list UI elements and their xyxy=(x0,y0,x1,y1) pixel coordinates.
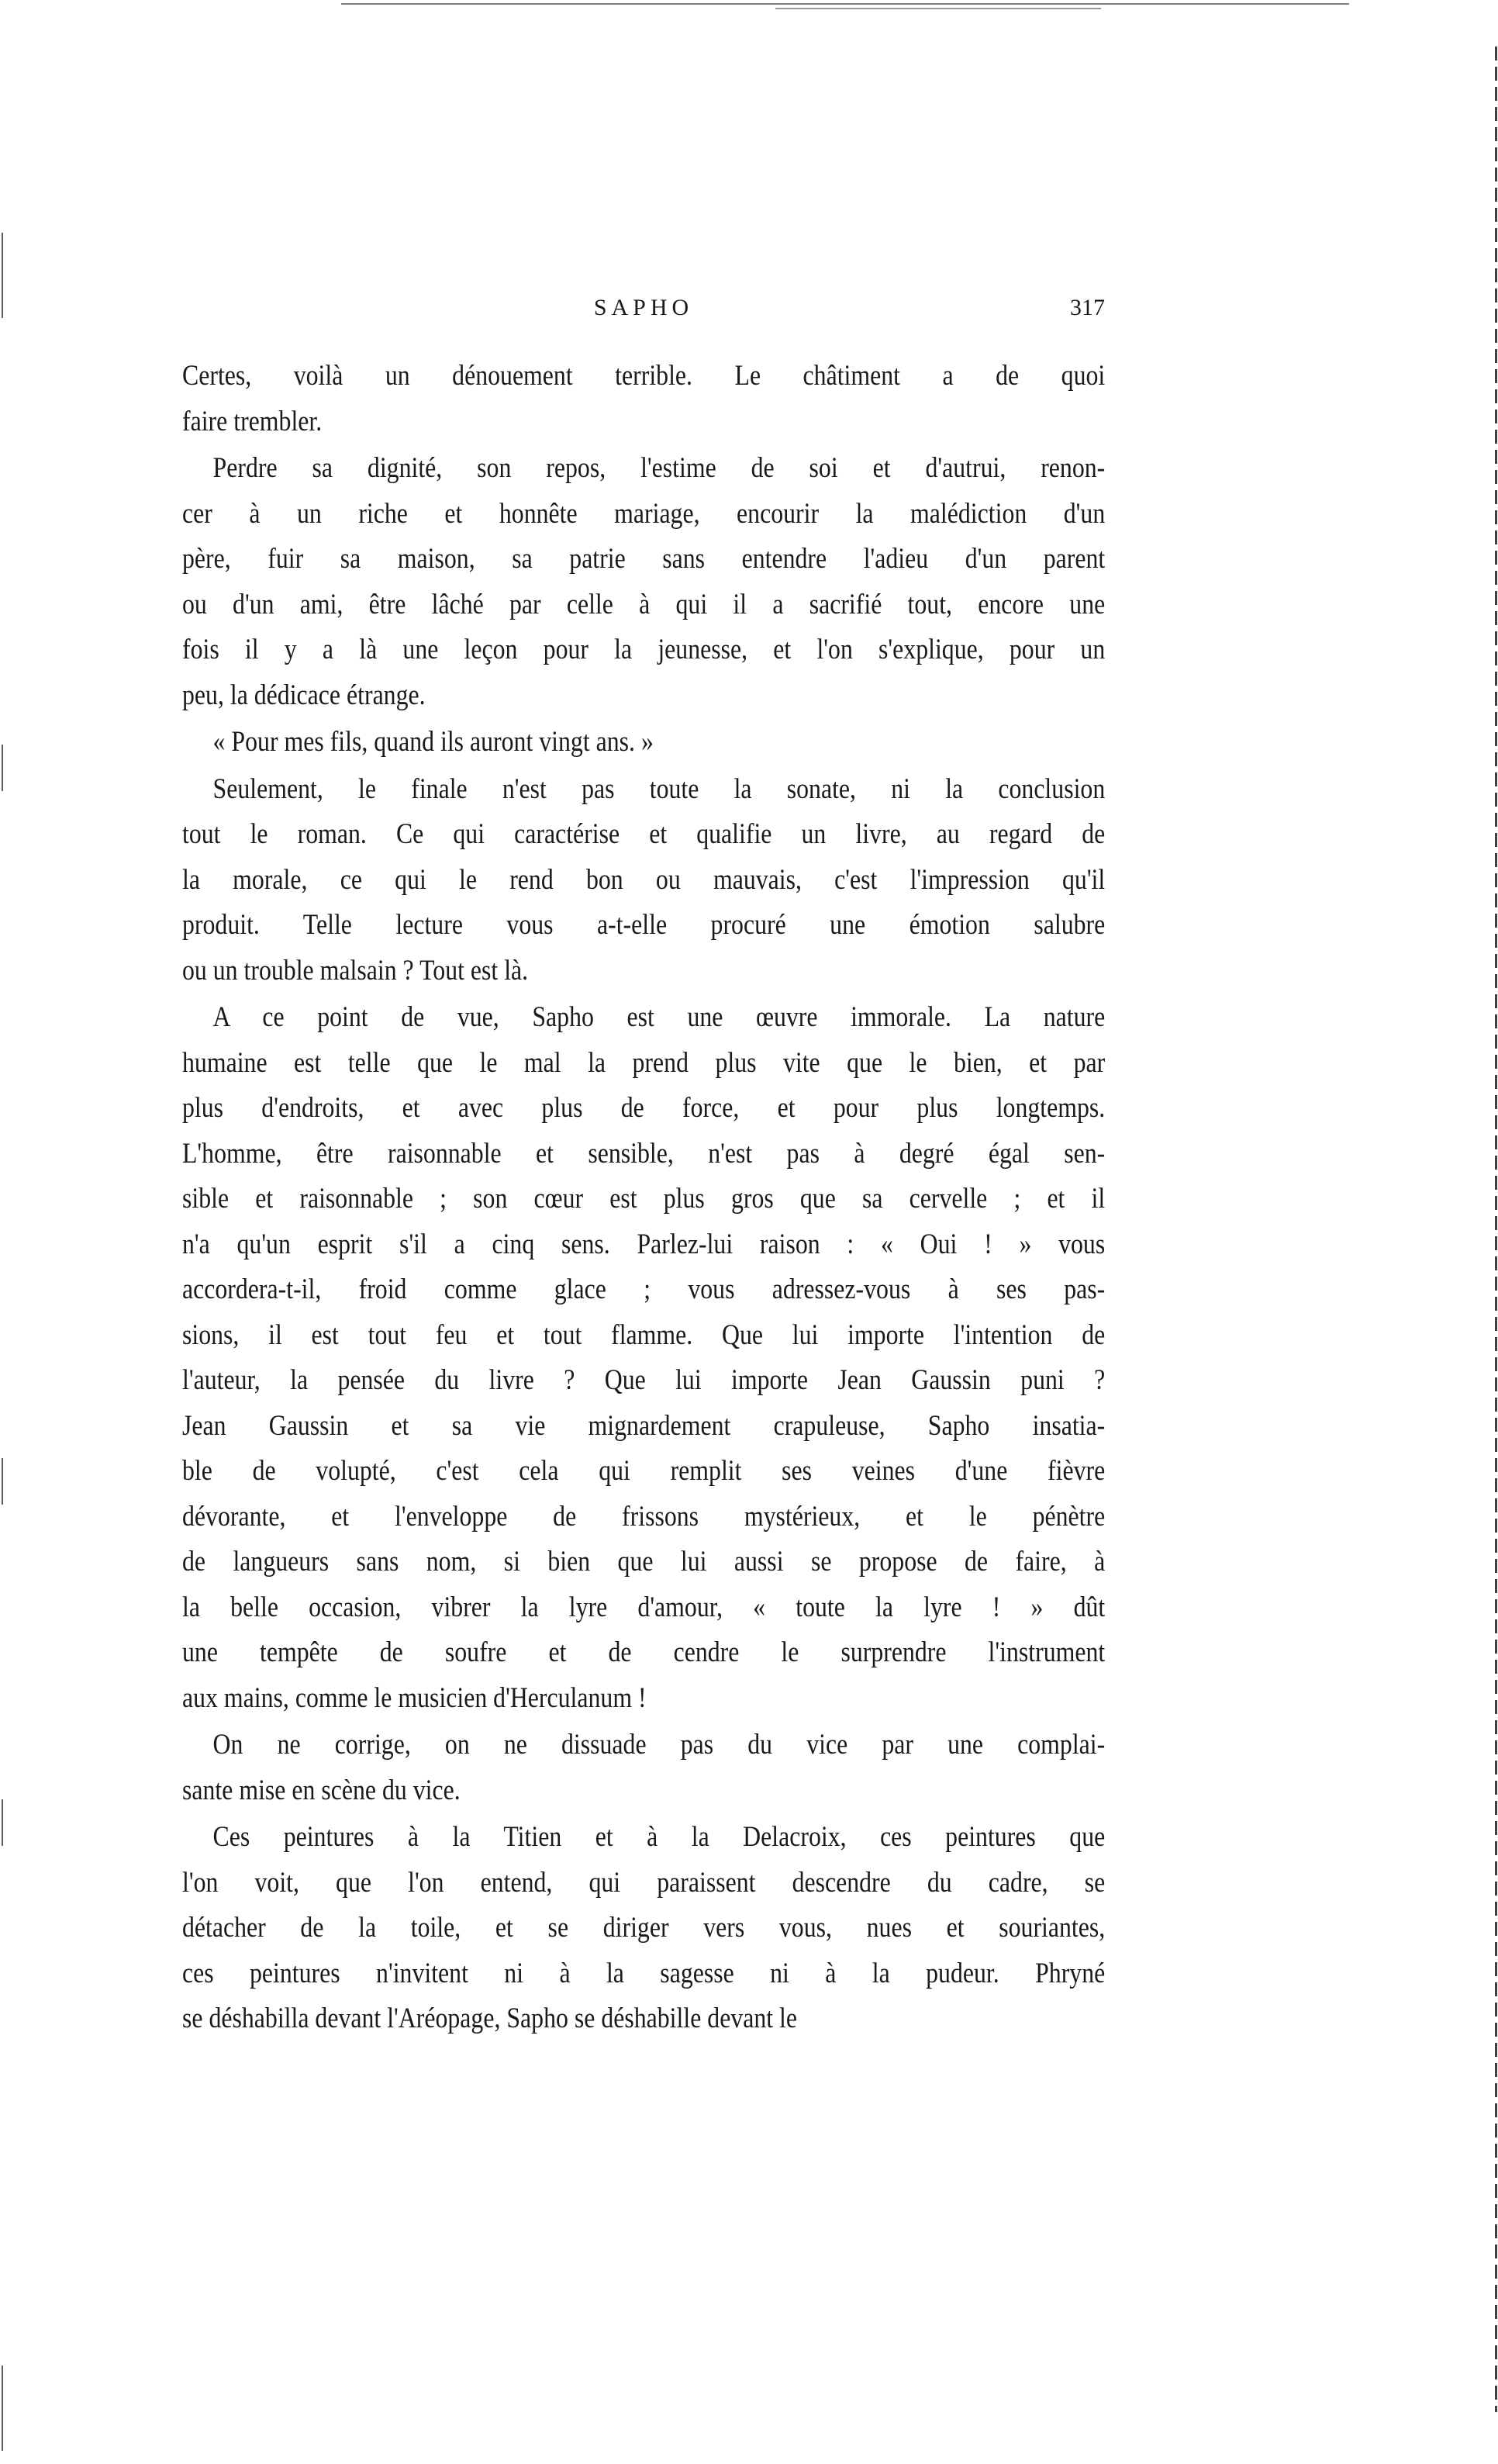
text-line: la morale, ce qui le rend bon ou mauvais, c'est l'impression qu'il xyxy=(182,863,1106,896)
scan-edge-artifact-left xyxy=(2,1799,3,1846)
text-line: humaine est telle que le mal la prend plus vite que le bien, et par xyxy=(182,1046,1106,1079)
page-body xyxy=(182,354,1105,2042)
scan-edge-artifact-left xyxy=(2,233,3,318)
text-line: se déshabilla devant l'Aréopage, Sapho se déshabille devant le xyxy=(182,2003,798,2034)
paragraph xyxy=(182,354,1105,444)
scan-edge-artifact-left xyxy=(2,2366,3,2451)
paragraph xyxy=(182,1815,1105,2042)
scan-edge-artifact-top xyxy=(775,8,1101,9)
text-line: peu, la dédicace étrange. xyxy=(182,679,426,711)
running-title: SAPHO xyxy=(593,295,694,320)
text-line: Ces peintures à la Titien et à la Delacroix, ces peintures que xyxy=(212,1821,1106,1853)
text-line: dévorante, et l'enveloppe de frissons mystérieux, et le pénètre xyxy=(182,1500,1106,1533)
scan-edge-artifact-left xyxy=(2,745,3,791)
text-line: père, fuir sa maison, sa patrie sans entendre l'adieu d'un parent xyxy=(182,543,1106,575)
page-number: 317 xyxy=(1070,295,1105,320)
scan-edge-artifact-top xyxy=(341,3,1349,5)
text-line: « Pour mes fils, quand ils auront vingt ans. » xyxy=(212,726,654,758)
text-line: sible et raisonnable ; son cœur est plus gros que sa cervelle ; et il xyxy=(182,1183,1106,1215)
text-line: ble de volupté, c'est cela qui remplit ses veines d'une fièvre xyxy=(182,1455,1106,1487)
text-line: détacher de la toile, et se diriger vers vous, nues et souriantes, xyxy=(182,1912,1106,1944)
text-line: Perdre sa dignité, son repos, l'estime de soi et d'autrui, renon- xyxy=(212,452,1106,484)
paragraph xyxy=(182,995,1105,1721)
text-line: tout le roman. Ce qui caractérise et qualifie un livre, au regard de xyxy=(182,818,1106,850)
text-line: Seulement, le finale n'est pas toute la sonate, ni la conclusion xyxy=(212,772,1106,805)
paragraph xyxy=(182,720,1105,765)
text-line: L'homme, être raisonnable et sensible, n'est pas à degré égal sen- xyxy=(182,1137,1106,1170)
text-line: On ne corrige, on ne dissuade pas du vice par une complai- xyxy=(212,1729,1106,1761)
text-line: la belle occasion, vibrer la lyre d'amour, « toute la lyre ! » dût xyxy=(182,1591,1106,1623)
text-line: Jean Gaussin et sa vie mignardement crapuleuse, Sapho insatia- xyxy=(182,1409,1106,1442)
text-line: aux mains, comme le musicien d'Herculanum ! xyxy=(182,1681,647,1714)
paragraph xyxy=(182,767,1105,994)
text-line: l'on voit, que l'on entend, qui paraissent descendre du cadre, se xyxy=(182,1866,1106,1899)
text-line: faire trembler. xyxy=(182,405,323,437)
text-line: fois il y a là une leçon pour la jeunesse, et l'on s'explique, pour un xyxy=(182,634,1106,665)
scan-edge-artifact-right xyxy=(1495,47,1497,2412)
text-line: A ce point de vue, Sapho est une œuvre immorale. La nature xyxy=(212,1001,1106,1033)
text-line: Certes, voilà un dénouement terrible. Le châtiment a de quoi xyxy=(182,360,1106,392)
scan-edge-artifact-left xyxy=(2,1458,3,1505)
text-line: de langueurs sans nom, si bien que lui aussi se propose de faire, à xyxy=(182,1546,1106,1578)
text-line: n'a qu'un esprit s'il a cinq sens. Parlez-lui raison : « Oui ! » vous xyxy=(182,1228,1106,1260)
paragraph xyxy=(182,446,1105,718)
text-line: une tempête de soufre et de cendre le surprendre l'instrument xyxy=(182,1636,1106,1668)
text-line: l'auteur, la pensée du livre ? Que lui importe Jean Gaussin puni ? xyxy=(182,1364,1106,1396)
paragraph xyxy=(182,1723,1105,1813)
text-line: ou d'un ami, être lâché par celle à qui il a sacrifié tout, encore une xyxy=(182,588,1106,620)
text-line: ou un trouble malsain ? Tout est là. xyxy=(182,954,529,987)
page-header xyxy=(182,295,1105,333)
text-line: sante mise en scène du vice. xyxy=(182,1774,461,1806)
text-line: cer à un riche et honnête mariage, encourir la malédiction d'un xyxy=(182,497,1106,530)
text-line: sions, il est tout feu et tout flamme. Que lui importe l'intention de xyxy=(182,1318,1106,1351)
text-line: plus d'endroits, et avec plus de force, et pour plus longtemps. xyxy=(182,1092,1106,1124)
text-line: accordera-t-il, froid comme glace ; vous adressez-vous à ses pas- xyxy=(182,1273,1106,1305)
text-line: ces peintures n'invitent ni à la sagesse ni à la pudeur. Phryné xyxy=(182,1957,1106,1989)
text-line: produit. Telle lecture vous a-t-elle procuré une émotion salubre xyxy=(182,909,1106,941)
